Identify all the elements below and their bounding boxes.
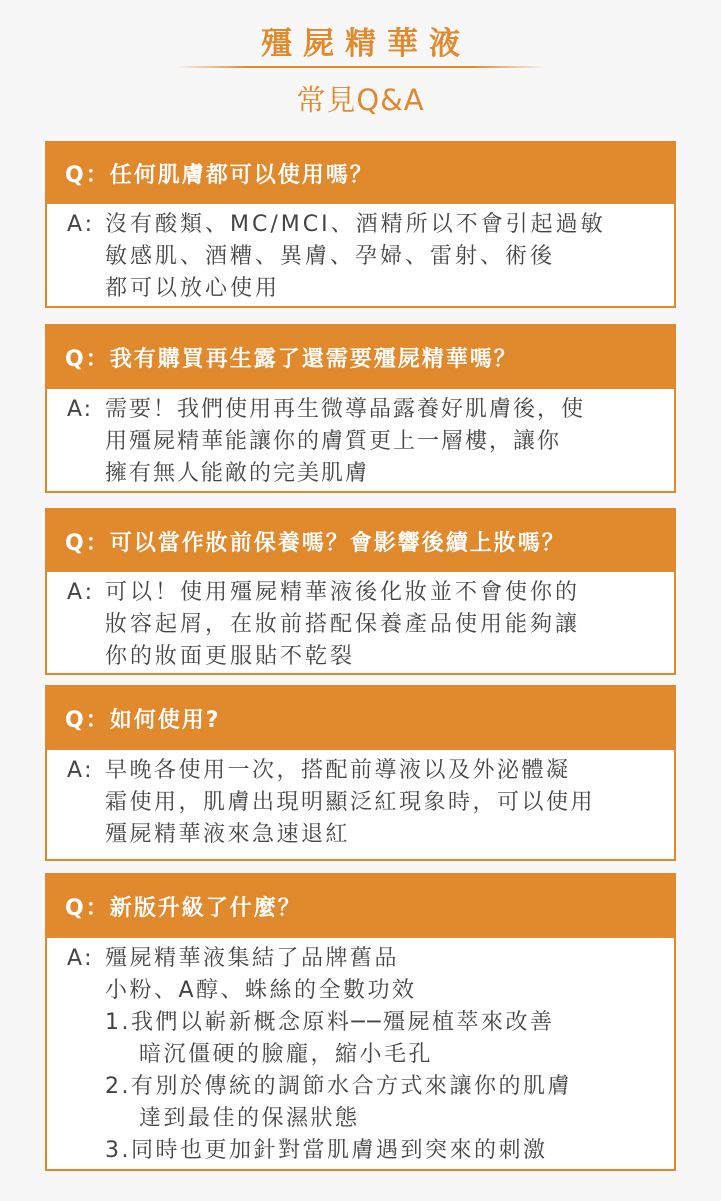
answer-line: 需要！我們使用再生微導晶露養好肌膚後，使 <box>105 397 586 422</box>
answer-line: 殭屍精華液來急速退紅 <box>105 822 351 847</box>
answer-list-item-cont: 達到最佳的保濕狀態 <box>139 1106 360 1131</box>
answer-prefix: A: <box>67 946 95 971</box>
answer-line: 擁有無人能敵的完美肌膚 <box>105 461 370 486</box>
answer-prefix: A: <box>67 758 95 783</box>
question-4: Q：如何使用? <box>47 687 674 750</box>
qa-card-2 <box>45 324 676 493</box>
answer-line: 你的妝面更服貼不乾裂 <box>105 644 356 669</box>
answer-list-item-cont: 暗沉僵硬的臉龐，縮小毛孔 <box>139 1042 434 1067</box>
answer-3 <box>47 572 674 673</box>
answer-line: 沒有酸類、MC/MCI、酒精所以不會引起過敏 <box>105 212 606 237</box>
page-title: 殭屍精華液 <box>261 26 471 62</box>
qa-card-4 <box>45 685 676 861</box>
answer-line: 可以！使用殭屍精華液後化妝並不會使你的 <box>105 580 581 605</box>
answer-list-item: 2.有別於傳統的調節水合方式來讓你的肌膚 <box>105 1074 572 1099</box>
question-1: Q：任何肌膚都可以使用嗎？ <box>47 143 674 204</box>
answer-list-item: 3.同時也更加針對當肌膚遇到突來的刺激 <box>105 1138 548 1163</box>
answer-5 <box>47 938 674 1167</box>
qa-card-3 <box>45 508 676 675</box>
question-5: Q：新版升級了什麼？ <box>47 875 674 938</box>
answer-1 <box>47 204 674 305</box>
answer-line: 用殭屍精華能讓你的膚質更上一層樓，讓你 <box>105 429 562 454</box>
answer-line: 小粉、A醇、蛛絲的全數功效 <box>105 978 417 1003</box>
answer-list <box>105 1007 666 1167</box>
page-subtitle: 常見Q&A <box>296 83 425 117</box>
answer-prefix: A: <box>67 212 96 237</box>
answer-list-item: 1.我們以嶄新概念原料──殭屍植萃來改善 <box>105 1010 555 1035</box>
page-header <box>0 0 721 130</box>
question-2: Q：我有購買再生露了還需要殭屍精華嗎？ <box>47 326 674 389</box>
answer-line: 都可以放心使用 <box>105 276 281 301</box>
answer-line: 殭屍精華液集結了品牌舊品 <box>105 946 400 971</box>
answer-4 <box>47 750 674 851</box>
answer-line: 早晚各使用一次，搭配前導液以及外泌體凝 <box>105 758 571 783</box>
question-3: Q：可以當作妝前保養嗎？會影響後續上妝嗎？ <box>47 510 674 572</box>
title-divider <box>175 66 547 68</box>
answer-prefix: A: <box>67 397 94 422</box>
answer-line: 敏感肌、酒糟、異膚、孕婦、雷射、術後 <box>105 244 556 269</box>
answer-line: 霜使用，肌膚出現明顯泛紅現象時，可以使用 <box>105 790 596 815</box>
answer-prefix: A: <box>67 580 96 605</box>
qa-card-5 <box>45 873 676 1171</box>
answer-line: 妝容起屑，在妝前搭配保養產品使用能夠讓 <box>105 612 581 637</box>
answer-2 <box>47 389 674 490</box>
qa-card-1 <box>45 141 676 308</box>
